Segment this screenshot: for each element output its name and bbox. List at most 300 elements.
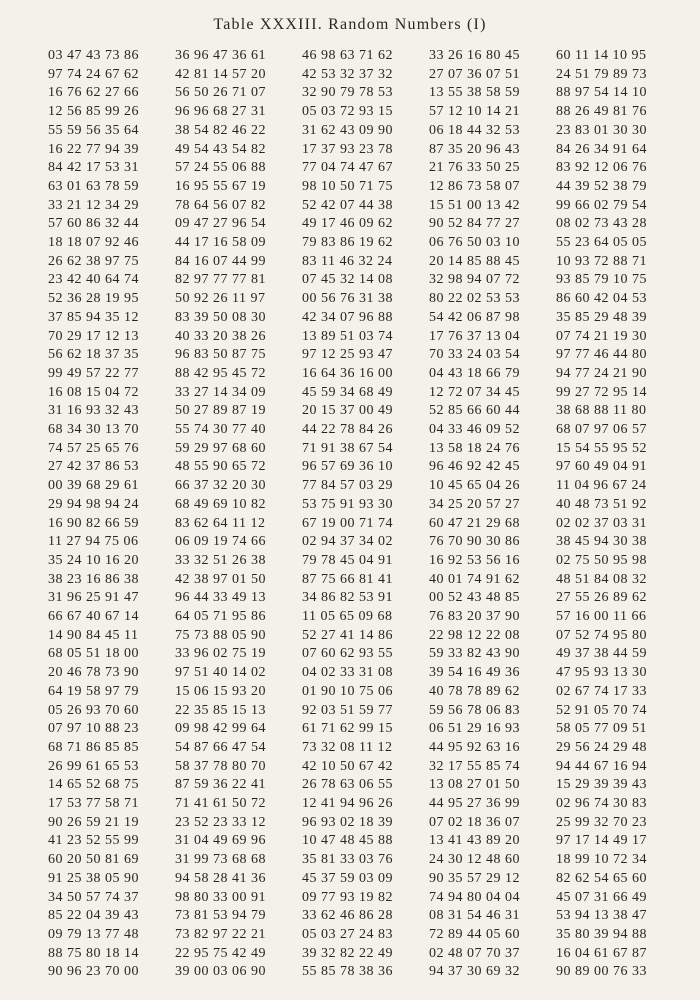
number-row: 33 32 51 26 38 bbox=[175, 552, 266, 568]
number-block bbox=[48, 795, 683, 889]
number-row: 22 95 75 42 49 bbox=[175, 945, 266, 961]
number-row: 23 52 23 33 12 bbox=[175, 814, 266, 830]
number-row: 14 90 84 45 11 bbox=[48, 627, 139, 643]
number-block bbox=[48, 515, 683, 609]
number-column bbox=[429, 608, 556, 702]
number-row: 74 57 25 65 76 bbox=[48, 440, 139, 456]
number-row: 49 17 46 09 62 bbox=[302, 216, 393, 232]
number-row: 09 47 27 96 54 bbox=[175, 216, 266, 232]
number-row: 17 37 93 23 78 bbox=[302, 141, 393, 157]
number-row: 22 35 85 15 13 bbox=[175, 702, 266, 718]
number-row: 68 71 86 85 85 bbox=[48, 739, 139, 755]
number-row: 55 74 30 77 40 bbox=[175, 422, 266, 437]
number-row: 10 45 65 04 26 bbox=[429, 478, 520, 494]
number-row: 33 62 46 86 28 bbox=[302, 908, 393, 924]
number-row: 75 73 88 05 90 bbox=[175, 627, 266, 643]
number-block bbox=[48, 328, 683, 422]
number-row: 13 08 27 01 50 bbox=[429, 777, 520, 793]
number-column bbox=[48, 421, 175, 515]
number-row: 57 24 55 06 88 bbox=[175, 160, 266, 176]
number-row: 09 77 93 19 82 bbox=[302, 889, 393, 905]
number-row: 06 76 50 03 10 bbox=[429, 235, 520, 250]
number-row: 96 96 68 27 31 bbox=[175, 104, 266, 120]
number-row: 84 42 17 53 31 bbox=[48, 160, 139, 176]
number-row: 60 47 21 29 68 bbox=[429, 515, 520, 531]
number-row: 99 49 57 22 77 bbox=[48, 365, 139, 381]
number-column bbox=[175, 608, 302, 702]
number-row: 88 26 49 81 76 bbox=[556, 104, 647, 120]
number-column bbox=[556, 141, 683, 235]
number-row: 33 27 14 34 09 bbox=[175, 384, 266, 400]
number-row: 05 03 72 93 15 bbox=[302, 104, 393, 120]
number-row: 85 22 04 39 43 bbox=[48, 908, 139, 924]
number-row: 32 17 55 85 74 bbox=[429, 758, 520, 774]
number-column bbox=[48, 141, 175, 235]
number-row: 26 99 61 65 53 bbox=[48, 758, 139, 774]
number-row: 87 59 36 22 41 bbox=[175, 777, 266, 793]
number-row: 18 18 07 92 46 bbox=[48, 235, 139, 250]
number-row: 12 41 94 96 26 bbox=[302, 796, 393, 811]
number-row: 29 94 98 94 24 bbox=[48, 496, 139, 512]
number-row: 16 76 62 27 66 bbox=[48, 85, 139, 101]
number-row: 31 62 43 09 90 bbox=[302, 122, 393, 138]
number-row: 27 07 36 07 51 bbox=[429, 66, 520, 82]
number-row: 44 95 27 36 99 bbox=[429, 796, 520, 811]
number-row: 33 21 12 34 29 bbox=[48, 197, 139, 213]
number-row: 32 98 94 07 72 bbox=[429, 272, 520, 288]
number-row: 16 04 61 67 87 bbox=[556, 945, 647, 961]
number-row: 84 16 07 44 99 bbox=[175, 253, 266, 269]
number-row: 07 60 62 93 55 bbox=[302, 646, 393, 662]
number-row: 41 23 52 55 99 bbox=[48, 833, 139, 849]
number-row: 83 92 12 06 76 bbox=[556, 160, 647, 176]
number-row: 90 96 23 70 00 bbox=[48, 964, 139, 980]
number-row: 52 36 28 19 95 bbox=[48, 291, 139, 307]
number-column bbox=[556, 234, 683, 328]
number-column bbox=[556, 608, 683, 702]
number-row: 26 78 63 06 55 bbox=[302, 777, 393, 793]
number-row: 26 62 38 97 75 bbox=[48, 253, 139, 269]
number-row: 23 83 01 30 30 bbox=[556, 122, 647, 138]
number-column bbox=[556, 515, 683, 609]
number-row: 45 59 34 68 49 bbox=[302, 384, 393, 400]
number-row: 80 22 02 53 53 bbox=[429, 291, 520, 307]
number-column bbox=[175, 47, 302, 141]
number-row: 34 86 82 53 91 bbox=[302, 590, 393, 606]
page-title: Table XXXIII. Random Numbers (I) bbox=[213, 16, 487, 33]
number-row: 68 34 30 13 70 bbox=[48, 422, 139, 437]
number-column bbox=[175, 234, 302, 328]
number-row: 31 99 73 68 68 bbox=[175, 852, 266, 868]
number-column bbox=[556, 421, 683, 515]
number-row: 91 25 38 05 90 bbox=[48, 870, 139, 886]
number-row: 24 51 79 89 73 bbox=[556, 66, 647, 82]
number-row: 45 07 31 66 49 bbox=[556, 889, 647, 905]
number-row: 97 77 46 44 80 bbox=[556, 347, 647, 363]
number-row: 49 54 43 54 82 bbox=[175, 141, 266, 157]
number-row: 08 02 73 43 28 bbox=[556, 216, 647, 232]
number-column bbox=[429, 47, 556, 141]
number-row: 97 51 40 14 02 bbox=[175, 665, 266, 681]
number-row: 96 46 92 42 45 bbox=[429, 459, 520, 475]
number-row: 49 37 38 44 59 bbox=[556, 646, 647, 662]
number-row: 99 66 02 79 54 bbox=[556, 197, 647, 213]
number-row: 56 62 18 37 35 bbox=[48, 347, 139, 363]
number-row: 83 62 64 11 12 bbox=[175, 515, 266, 531]
number-row: 93 85 79 10 75 bbox=[556, 272, 647, 288]
number-row: 97 12 25 93 47 bbox=[302, 347, 393, 363]
number-row: 02 94 37 34 02 bbox=[302, 534, 393, 550]
number-row: 52 27 41 14 86 bbox=[302, 627, 393, 643]
number-row: 07 74 21 19 30 bbox=[556, 328, 647, 344]
number-row: 71 91 38 67 54 bbox=[302, 440, 393, 456]
number-row: 64 19 58 97 79 bbox=[48, 683, 139, 699]
number-row: 53 94 13 38 47 bbox=[556, 908, 647, 924]
number-row: 42 81 14 57 20 bbox=[175, 66, 266, 82]
number-column bbox=[302, 141, 429, 235]
number-row: 40 33 20 38 26 bbox=[175, 328, 266, 344]
number-row: 11 05 65 09 68 bbox=[302, 609, 393, 624]
number-row: 06 51 29 16 93 bbox=[429, 721, 520, 737]
number-column bbox=[302, 889, 429, 983]
number-row: 73 81 53 94 79 bbox=[175, 908, 266, 924]
number-row: 29 56 24 29 48 bbox=[556, 739, 647, 755]
number-column bbox=[175, 702, 302, 796]
number-row: 15 54 55 95 52 bbox=[556, 440, 647, 456]
number-row: 02 02 37 03 31 bbox=[556, 515, 647, 531]
number-row: 48 51 84 08 32 bbox=[556, 571, 647, 587]
number-column bbox=[302, 608, 429, 702]
number-row: 33 26 16 80 45 bbox=[429, 48, 520, 63]
number-row: 97 17 14 49 17 bbox=[556, 833, 647, 849]
number-row: 68 05 51 18 00 bbox=[48, 646, 139, 662]
number-row: 31 04 49 69 96 bbox=[175, 833, 266, 849]
number-row: 12 56 85 99 26 bbox=[48, 104, 139, 120]
number-row: 86 60 42 04 53 bbox=[556, 291, 647, 307]
number-row: 44 95 92 63 16 bbox=[429, 739, 520, 755]
number-row: 35 80 39 94 88 bbox=[556, 926, 647, 942]
number-row: 12 86 73 58 07 bbox=[429, 178, 520, 194]
number-row: 15 51 00 13 42 bbox=[429, 197, 520, 213]
number-column bbox=[48, 702, 175, 796]
number-row: 42 53 32 37 32 bbox=[302, 66, 393, 82]
number-row: 87 75 66 81 41 bbox=[302, 571, 393, 587]
number-row: 16 95 55 67 19 bbox=[175, 178, 266, 194]
number-column bbox=[429, 234, 556, 328]
number-row: 97 60 49 04 91 bbox=[556, 459, 647, 475]
number-row: 00 39 68 29 61 bbox=[48, 478, 139, 494]
number-block bbox=[48, 702, 683, 796]
number-row: 55 23 64 05 05 bbox=[556, 235, 647, 250]
number-column bbox=[302, 795, 429, 889]
number-row: 15 06 15 93 20 bbox=[175, 683, 266, 699]
number-row: 90 35 57 29 12 bbox=[429, 870, 520, 886]
number-row: 40 48 73 51 92 bbox=[556, 496, 647, 512]
number-row: 38 45 94 30 38 bbox=[556, 534, 647, 550]
number-row: 31 96 25 91 47 bbox=[48, 590, 139, 606]
number-row: 98 10 50 71 75 bbox=[302, 178, 393, 194]
number-row: 56 50 26 71 07 bbox=[175, 85, 266, 101]
number-column bbox=[556, 47, 683, 141]
number-column bbox=[429, 889, 556, 983]
number-row: 58 37 78 80 70 bbox=[175, 758, 266, 774]
number-row: 23 42 40 64 74 bbox=[48, 272, 139, 288]
number-row: 08 31 54 46 31 bbox=[429, 908, 520, 924]
number-row: 10 93 72 88 71 bbox=[556, 253, 647, 269]
number-row: 25 99 32 70 23 bbox=[556, 814, 647, 830]
number-row: 76 83 20 37 90 bbox=[429, 609, 520, 624]
number-row: 13 58 18 24 76 bbox=[429, 440, 520, 456]
number-row: 79 83 86 19 62 bbox=[302, 235, 393, 250]
number-row: 38 54 82 46 22 bbox=[175, 122, 266, 138]
number-row: 45 37 59 03 09 bbox=[302, 870, 393, 886]
number-row: 12 72 07 34 45 bbox=[429, 384, 520, 400]
number-column bbox=[429, 795, 556, 889]
number-row: 14 65 52 68 75 bbox=[48, 777, 139, 793]
number-row: 22 98 12 22 08 bbox=[429, 627, 520, 643]
number-row: 04 02 33 31 08 bbox=[302, 665, 393, 681]
number-row: 38 23 16 86 38 bbox=[48, 571, 139, 587]
number-column bbox=[175, 889, 302, 983]
number-column bbox=[556, 702, 683, 796]
number-row: 73 82 97 22 21 bbox=[175, 926, 266, 942]
number-row: 60 11 14 10 95 bbox=[556, 48, 647, 63]
number-row: 16 64 36 16 00 bbox=[302, 365, 393, 381]
number-row: 70 29 17 12 13 bbox=[48, 328, 139, 344]
number-row: 04 43 18 66 79 bbox=[429, 365, 520, 381]
number-row: 27 42 37 86 53 bbox=[48, 459, 139, 475]
number-row: 94 37 30 69 32 bbox=[429, 964, 520, 980]
number-row: 94 77 24 21 90 bbox=[556, 365, 647, 381]
number-row: 31 16 93 32 43 bbox=[48, 403, 139, 419]
number-row: 39 32 82 22 49 bbox=[302, 945, 393, 961]
number-row: 57 60 86 32 44 bbox=[48, 216, 139, 232]
number-column bbox=[302, 515, 429, 609]
number-row: 42 10 50 67 42 bbox=[302, 758, 393, 774]
number-block bbox=[48, 47, 683, 141]
number-row: 13 55 38 58 59 bbox=[429, 85, 520, 101]
number-row: 11 27 94 75 06 bbox=[48, 534, 139, 550]
number-row: 02 96 74 30 83 bbox=[556, 796, 647, 811]
number-row: 78 64 56 07 82 bbox=[175, 197, 266, 213]
number-row: 07 97 10 88 23 bbox=[48, 721, 139, 737]
number-row: 42 38 97 01 50 bbox=[175, 571, 266, 587]
number-column bbox=[429, 421, 556, 515]
number-row: 21 76 33 50 25 bbox=[429, 160, 520, 176]
number-row: 96 93 02 18 39 bbox=[302, 814, 393, 830]
number-row: 98 80 33 00 91 bbox=[175, 889, 266, 905]
number-row: 39 00 03 06 90 bbox=[175, 964, 266, 980]
number-row: 09 79 13 77 48 bbox=[48, 926, 139, 942]
number-row: 07 45 32 14 08 bbox=[302, 272, 393, 288]
number-row: 07 52 74 95 80 bbox=[556, 627, 647, 643]
number-row: 73 32 08 11 12 bbox=[302, 739, 393, 755]
number-row: 88 42 95 45 72 bbox=[175, 365, 266, 381]
number-column bbox=[556, 889, 683, 983]
number-row: 16 22 77 94 39 bbox=[48, 141, 139, 157]
number-row: 67 19 00 71 74 bbox=[302, 515, 393, 531]
number-row: 27 55 26 89 62 bbox=[556, 590, 647, 606]
number-column bbox=[48, 234, 175, 328]
number-row: 55 59 56 35 64 bbox=[48, 122, 139, 138]
number-row: 00 56 76 31 38 bbox=[302, 291, 393, 307]
number-column bbox=[429, 141, 556, 235]
number-row: 59 56 78 06 83 bbox=[429, 702, 520, 718]
number-row: 70 33 24 03 54 bbox=[429, 347, 520, 363]
number-row: 47 95 93 13 30 bbox=[556, 665, 647, 681]
number-row: 39 54 16 49 36 bbox=[429, 665, 520, 681]
number-row: 40 78 78 89 62 bbox=[429, 683, 520, 699]
number-row: 17 76 37 13 04 bbox=[429, 328, 520, 344]
number-row: 17 53 77 58 71 bbox=[48, 796, 139, 811]
number-row: 44 39 52 38 79 bbox=[556, 178, 647, 194]
number-row: 87 35 20 96 43 bbox=[429, 141, 520, 157]
number-row: 55 85 78 38 36 bbox=[302, 964, 393, 980]
number-row: 37 85 94 35 12 bbox=[48, 309, 139, 325]
number-row: 57 12 10 14 21 bbox=[429, 104, 520, 120]
number-column bbox=[429, 328, 556, 422]
number-row: 96 83 50 87 75 bbox=[175, 347, 266, 363]
number-row: 84 26 34 91 64 bbox=[556, 141, 647, 157]
number-row: 06 09 19 74 66 bbox=[175, 534, 266, 550]
number-row: 74 94 80 04 04 bbox=[429, 889, 520, 905]
number-row: 99 27 72 95 14 bbox=[556, 384, 647, 400]
number-row: 60 20 50 81 69 bbox=[48, 852, 139, 868]
number-row: 79 78 45 04 91 bbox=[302, 552, 393, 568]
number-block bbox=[48, 421, 683, 515]
number-row: 02 75 50 95 98 bbox=[556, 552, 647, 568]
number-row: 52 42 07 44 38 bbox=[302, 197, 393, 213]
number-column bbox=[175, 421, 302, 515]
number-row: 35 85 29 48 39 bbox=[556, 309, 647, 325]
number-row: 64 05 71 95 86 bbox=[175, 609, 266, 624]
number-row: 97 74 24 67 62 bbox=[48, 66, 139, 82]
number-column bbox=[48, 47, 175, 141]
number-block bbox=[48, 234, 683, 328]
number-row: 34 25 20 57 27 bbox=[429, 496, 520, 512]
number-row: 71 41 61 50 72 bbox=[175, 796, 266, 811]
number-row: 90 89 00 76 33 bbox=[556, 964, 647, 980]
number-column bbox=[48, 515, 175, 609]
number-column bbox=[302, 328, 429, 422]
number-row: 20 46 78 73 90 bbox=[48, 665, 139, 681]
number-row: 54 42 06 87 98 bbox=[429, 309, 520, 325]
number-column bbox=[556, 328, 683, 422]
number-row: 04 33 46 09 52 bbox=[429, 422, 520, 437]
number-row: 36 96 47 36 61 bbox=[175, 48, 266, 63]
number-column bbox=[429, 515, 556, 609]
number-column bbox=[302, 47, 429, 141]
number-row: 48 55 90 65 72 bbox=[175, 459, 266, 475]
number-row: 52 85 66 60 44 bbox=[429, 403, 520, 419]
number-column bbox=[175, 141, 302, 235]
number-column bbox=[48, 795, 175, 889]
number-row: 96 57 69 36 10 bbox=[302, 459, 393, 475]
number-row: 59 33 82 43 90 bbox=[429, 646, 520, 662]
number-row: 09 98 42 99 64 bbox=[175, 721, 266, 737]
number-row: 33 96 02 75 19 bbox=[175, 646, 266, 662]
number-row: 83 11 46 32 24 bbox=[302, 253, 393, 269]
number-row: 53 75 91 93 30 bbox=[302, 496, 393, 512]
number-row: 15 29 39 39 43 bbox=[556, 777, 647, 793]
number-row: 66 67 40 67 14 bbox=[48, 609, 139, 624]
number-row: 16 92 53 56 16 bbox=[429, 552, 520, 568]
number-row: 96 44 33 49 13 bbox=[175, 590, 266, 606]
number-block bbox=[48, 141, 683, 235]
number-row: 92 03 51 59 77 bbox=[302, 702, 393, 718]
number-column bbox=[429, 702, 556, 796]
number-row: 94 58 28 41 36 bbox=[175, 870, 266, 886]
number-row: 46 98 63 71 62 bbox=[302, 48, 393, 63]
number-row: 20 15 37 00 49 bbox=[302, 403, 393, 419]
number-row: 01 90 10 75 06 bbox=[302, 683, 393, 699]
number-row: 00 52 43 48 85 bbox=[429, 590, 520, 606]
number-row: 77 84 57 03 29 bbox=[302, 478, 393, 494]
number-column bbox=[175, 515, 302, 609]
number-row: 57 16 00 11 66 bbox=[556, 609, 647, 624]
number-row: 90 26 59 21 19 bbox=[48, 814, 139, 830]
number-row: 50 92 26 11 97 bbox=[175, 291, 266, 307]
number-column bbox=[48, 608, 175, 702]
number-block bbox=[48, 889, 683, 983]
number-row: 16 08 15 04 72 bbox=[48, 384, 139, 400]
number-column bbox=[48, 889, 175, 983]
number-column bbox=[556, 795, 683, 889]
number-row: 76 70 90 30 86 bbox=[429, 534, 520, 550]
number-column bbox=[302, 421, 429, 515]
number-row: 06 18 44 32 53 bbox=[429, 122, 520, 138]
number-row: 52 91 05 70 74 bbox=[556, 702, 647, 718]
number-row: 66 37 32 20 30 bbox=[175, 478, 266, 494]
number-row: 68 07 97 06 57 bbox=[556, 422, 647, 437]
number-row: 35 81 33 03 76 bbox=[302, 852, 393, 868]
number-row: 20 14 85 88 45 bbox=[429, 253, 520, 269]
number-row: 90 52 84 77 27 bbox=[429, 216, 520, 232]
number-row: 77 04 74 47 67 bbox=[302, 160, 393, 176]
number-row: 88 75 80 18 14 bbox=[48, 945, 139, 961]
number-row: 40 01 74 91 62 bbox=[429, 571, 520, 587]
number-row: 94 44 67 16 94 bbox=[556, 758, 647, 774]
number-row: 02 67 74 17 33 bbox=[556, 683, 647, 699]
number-row: 05 26 93 70 60 bbox=[48, 702, 139, 718]
number-row: 32 90 79 78 53 bbox=[302, 85, 393, 101]
number-row: 68 49 69 10 82 bbox=[175, 496, 266, 512]
number-column bbox=[48, 328, 175, 422]
number-row: 38 68 88 11 80 bbox=[556, 403, 647, 419]
number-row: 10 47 48 45 88 bbox=[302, 833, 393, 849]
number-row: 44 22 78 84 26 bbox=[302, 422, 393, 437]
number-row: 03 47 43 73 86 bbox=[48, 48, 139, 63]
number-row: 59 29 97 68 60 bbox=[175, 440, 266, 456]
number-row: 34 50 57 74 37 bbox=[48, 889, 139, 905]
number-row: 82 62 54 65 60 bbox=[556, 870, 647, 886]
number-row: 58 05 77 09 51 bbox=[556, 721, 647, 737]
number-row: 42 34 07 96 88 bbox=[302, 309, 393, 325]
number-row: 83 39 50 08 30 bbox=[175, 309, 266, 325]
number-row: 44 17 16 58 09 bbox=[175, 235, 266, 250]
number-row: 82 97 77 77 81 bbox=[175, 272, 266, 288]
number-row: 50 27 89 87 19 bbox=[175, 403, 266, 419]
number-row: 16 90 82 66 59 bbox=[48, 515, 139, 531]
number-row: 18 99 10 72 34 bbox=[556, 852, 647, 868]
number-row: 02 48 07 70 37 bbox=[429, 945, 520, 961]
number-row: 05 03 27 24 83 bbox=[302, 926, 393, 942]
number-row: 54 87 66 47 54 bbox=[175, 739, 266, 755]
number-row: 35 24 10 16 20 bbox=[48, 552, 139, 568]
number-row: 88 97 54 14 10 bbox=[556, 85, 647, 101]
number-block bbox=[48, 608, 683, 702]
number-row: 61 71 62 99 15 bbox=[302, 721, 393, 737]
